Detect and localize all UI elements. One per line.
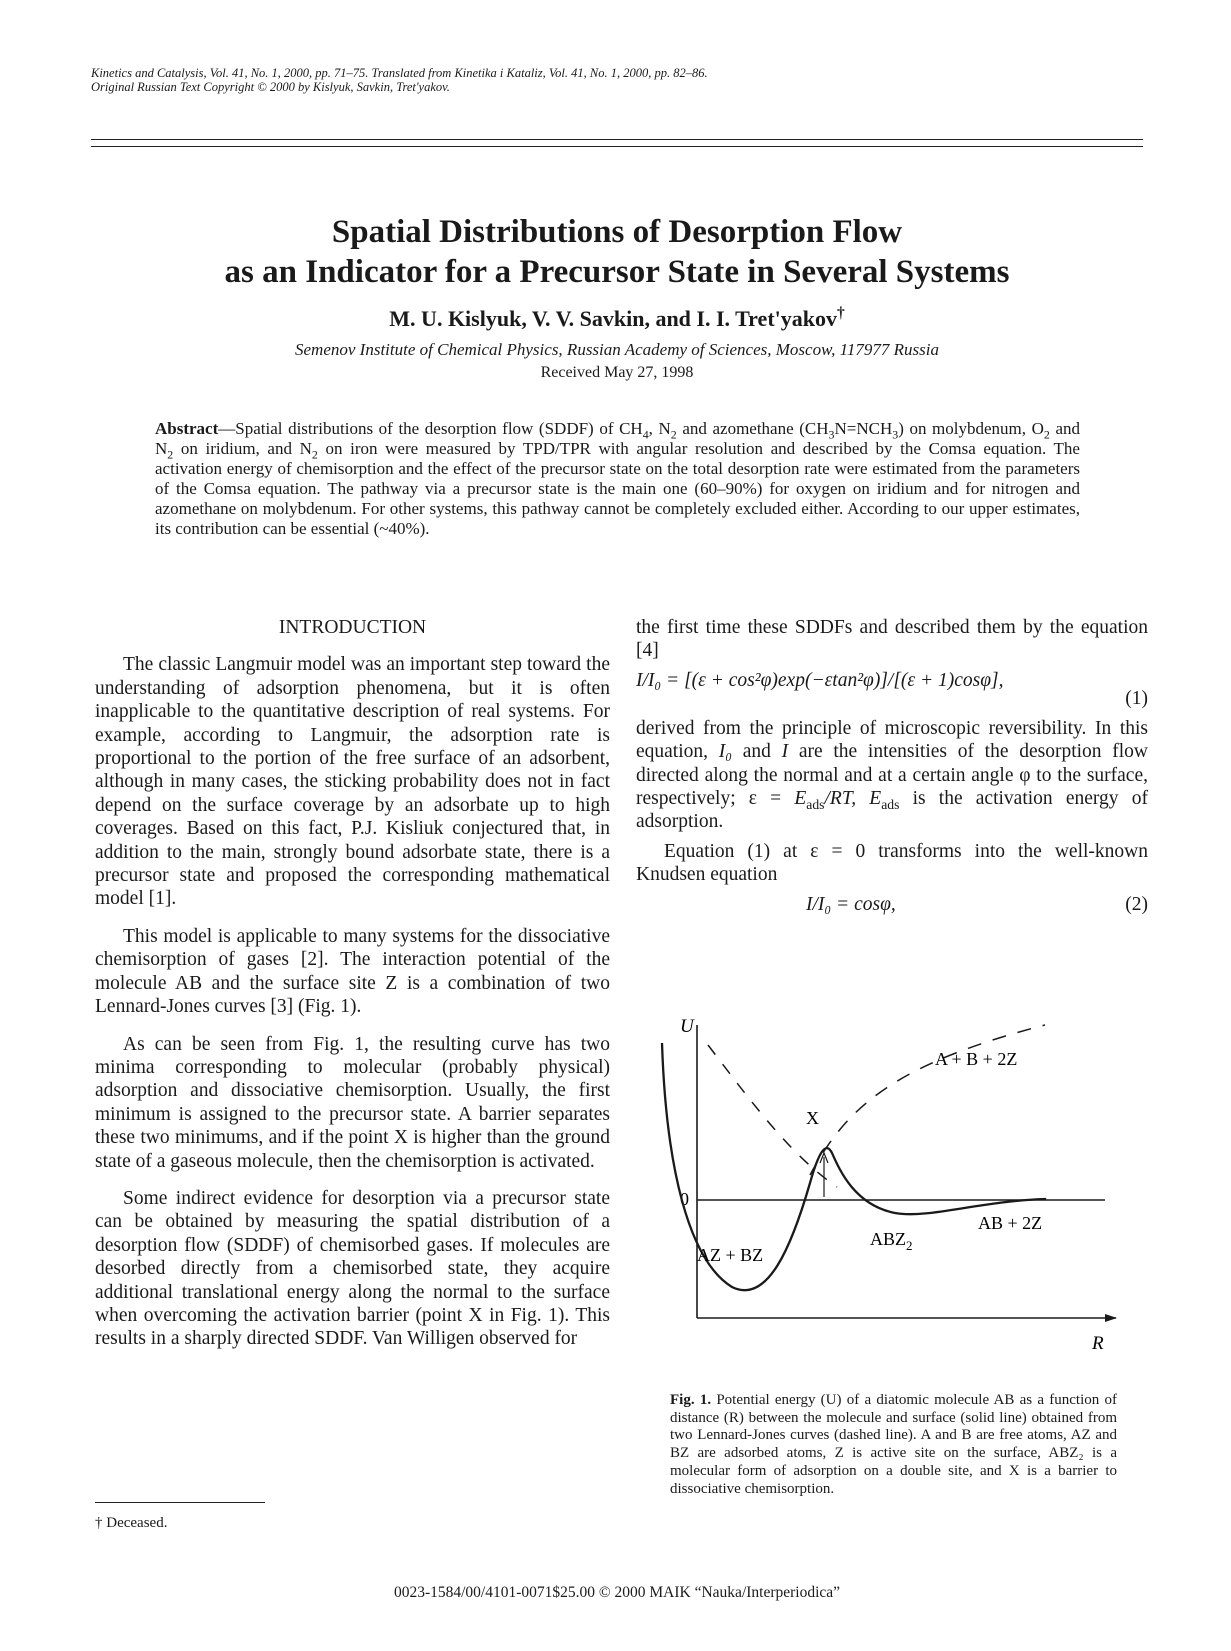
- caption-text: Potential energy (U) of a diatomic molecule AB as a function of distance (R) between the molecule and surface (solid line) obtained from two Lennard-Jones curves (dashed line). A and B are free atoms, AZ and BZ are adsorbed atoms, Z is active site on the surface, ABZ₂ is a molecular form of adsorption on a double site, and X is a barrier to dissociative chemisorption.: [670, 1392, 1117, 1497]
- equation-1-body: I/I₀ = [(ε + cos²φ)exp(−εtan²φ)]/[(ε + 1)cosφ],: [636, 669, 1004, 691]
- caption-label: Fig. 1.: [670, 1392, 712, 1408]
- paper-title: [91, 212, 1143, 292]
- dashed-lj-curve-molecule: [810, 1025, 1045, 1175]
- subscript: 2: [167, 447, 174, 462]
- label-ab-2z: AB + 2Z: [978, 1213, 1043, 1233]
- figure-1-potential-energy-diagram: [660, 1005, 1120, 1375]
- subscript: 3: [828, 427, 835, 442]
- header-line-1: Kinetics and Catalysis, Vol. 41, No. 1, 2000, pp. 71–75. Translated from Kinetika i Kataliz, Vol. 41, No. 1, 2000, pp. 82–86.: [91, 66, 708, 80]
- header-line-2: Original Russian Text Copyright © 2000 by Kislyuk, Savkin, Tret'yakov.: [91, 80, 450, 94]
- y-axis-label: U: [680, 1016, 694, 1037]
- label-a-b-2z: A + B + 2Z: [935, 1049, 1018, 1069]
- zero-label: 0: [680, 1189, 689, 1209]
- title-line-2: as an Indicator for a Precursor State in Several Systems: [224, 254, 1010, 290]
- label-abz2: [870, 1229, 913, 1253]
- affiliation: Semenov Institute of Chemical Physics, Russian Academy of Sciences, Moscow, 117977 Russia: [295, 340, 939, 359]
- equation-2-number: (2): [1125, 893, 1148, 915]
- page-footer: 0023-1584/00/4101-0071$25.00 © 2000 MAIK “Nauka/Interperiodica”: [393, 1584, 841, 1601]
- text: and: [732, 741, 782, 763]
- subscript: 3: [892, 427, 899, 442]
- symbol: E: [869, 788, 882, 810]
- symbol: I₀: [718, 741, 733, 763]
- footnote: † Deceased.: [95, 1515, 168, 1531]
- abstract-text: and azomethane (CH: [676, 419, 829, 438]
- intro-paragraph-1: The classic Langmuir model was an important step toward the understanding of adsorption phenomena, but it is often inapplicable to the quantitative description of real systems. For example, according to Langmuir, the adsorption rate is proportional to the portion of the free surface of an adsorbent, although in many cases, the sticking probability does not in fact depend on the surface coverage by an adsorbate up to high coverages. Based on this fact, P.J. Kisliuk conjectured that, in addition to the main, strongly bound adsorbate state, there is a precursor state and proposed the corresponding mathematical model [1].: [95, 654, 610, 910]
- label-abz2-text: ABZ: [870, 1229, 906, 1249]
- text: derived from the principle of microscopic reversibility. In this equation,: [636, 717, 1148, 763]
- equation-1-number: (1): [1125, 687, 1148, 709]
- author-names: M. U. Kislyuk, V. V. Savkin, and I. I. Tret'yakov: [389, 306, 837, 331]
- footnote-rule: [95, 1502, 265, 1503]
- intro-paragraph-2: This model is applicable to many systems for the dissociative chemisorption of gases [2]. The interaction potential of the molecule AB and the surface site Z is a combination of two Lennard-Jones curves [3] (Fig. 1).: [95, 925, 610, 1018]
- header-rule-bottom: [91, 146, 1143, 147]
- subscript: ads: [881, 796, 900, 812]
- symbol: I: [781, 741, 789, 763]
- equation-2-body: I/I₀ = cosφ,: [806, 893, 896, 915]
- left-column: [95, 616, 610, 1351]
- section-heading-introduction: INTRODUCTION: [278, 617, 427, 638]
- abstract-text: N=NCH: [834, 419, 893, 438]
- abstract-text: and N: [155, 419, 1081, 458]
- label-x-barrier: X: [806, 1108, 819, 1128]
- symbol: E: [794, 788, 807, 810]
- equation-2: [636, 893, 1148, 923]
- right-paragraph-2: [636, 717, 1148, 834]
- label-abz2-subscript: 2: [906, 1238, 913, 1253]
- subscript: 2: [1043, 427, 1050, 442]
- subscript: 2: [311, 447, 318, 462]
- label-az-bz: AZ + BZ: [697, 1245, 764, 1265]
- subscript: 4: [642, 427, 649, 442]
- abstract: [155, 419, 1080, 539]
- authors: [91, 306, 1143, 332]
- right-paragraph-1: the first time these SDDFs and described them by the equation [4]: [636, 617, 1148, 662]
- figure-1-caption: [670, 1392, 1117, 1498]
- intro-paragraph-3: As can be seen from Fig. 1, the resulting curve has two minima corresponding to molecular (probably physical) adsorption and dissociative chemisorption. Usually, the first minimum is assigned to the precursor state. A barrier separates these two minimums, and if the point X is higher than the ground state of a gaseous molecule, then the chemisorption is activated.: [95, 1033, 610, 1172]
- abstract-text: on iridium, and N: [173, 439, 312, 458]
- symbol: /RT,: [824, 788, 870, 810]
- abstract-text: , N: [648, 419, 671, 438]
- intro-paragraph-4: Some indirect evidence for desorption via a precursor state can be obtained by measuring the spatial distribution of a desorption flow (SDDF) of chemisorbed gases. If molecules are desorbed directly from a chemisorbed state, they acquire additional translational energy along the normal to the surface when overcoming the activation barrier (point X in Fig. 1). This results in a sharply directed SDDF. Van Willigen observed for: [95, 1187, 610, 1350]
- header-rule-top: [91, 139, 1143, 140]
- right-paragraph-3: Equation (1) at ε = 0 transforms into the well-known Knudsen equation: [636, 840, 1148, 886]
- abstract-label: Abstract: [155, 419, 219, 438]
- deceased-mark: †: [837, 304, 845, 322]
- equation-1: [636, 663, 1148, 711]
- abstract-text: on iron were measured by TPD/TPR with angular resolution and described by the Comsa equation. The activation energy of chemisorption and the effect of the precursor state on the total desorption rate were estimated from the parameters of the Comsa equation. The pathway via a precursor state is the main one (60–90%) for oxygen on iridium and for nitrogen and azomethane on molybdenum. For other systems, this pathway cannot be completely excluded either. According to our upper estimates, its contribution can be essential (~40%).: [155, 439, 1080, 538]
- subscript: ads: [806, 796, 825, 812]
- right-column: [636, 616, 1148, 923]
- x-axis-label: R: [1092, 1333, 1104, 1354]
- received-date: Received May 27, 1998: [540, 364, 694, 381]
- abstract-text: —Spatial distributions of the desorption flow (SDDF) of CH: [218, 419, 643, 438]
- text: are the intensities of the desorption flow directed along the normal and at a certain angle φ to the surface, respectively; ε =: [636, 741, 1148, 810]
- text: is the activation energy of adsorption.: [636, 788, 1148, 833]
- journal-header: [91, 66, 1091, 94]
- subscript: 2: [670, 427, 677, 442]
- title-line-1: Spatial Distributions of Desorption Flow: [331, 214, 903, 250]
- abstract-text: ) on molybdenum, O: [898, 419, 1044, 438]
